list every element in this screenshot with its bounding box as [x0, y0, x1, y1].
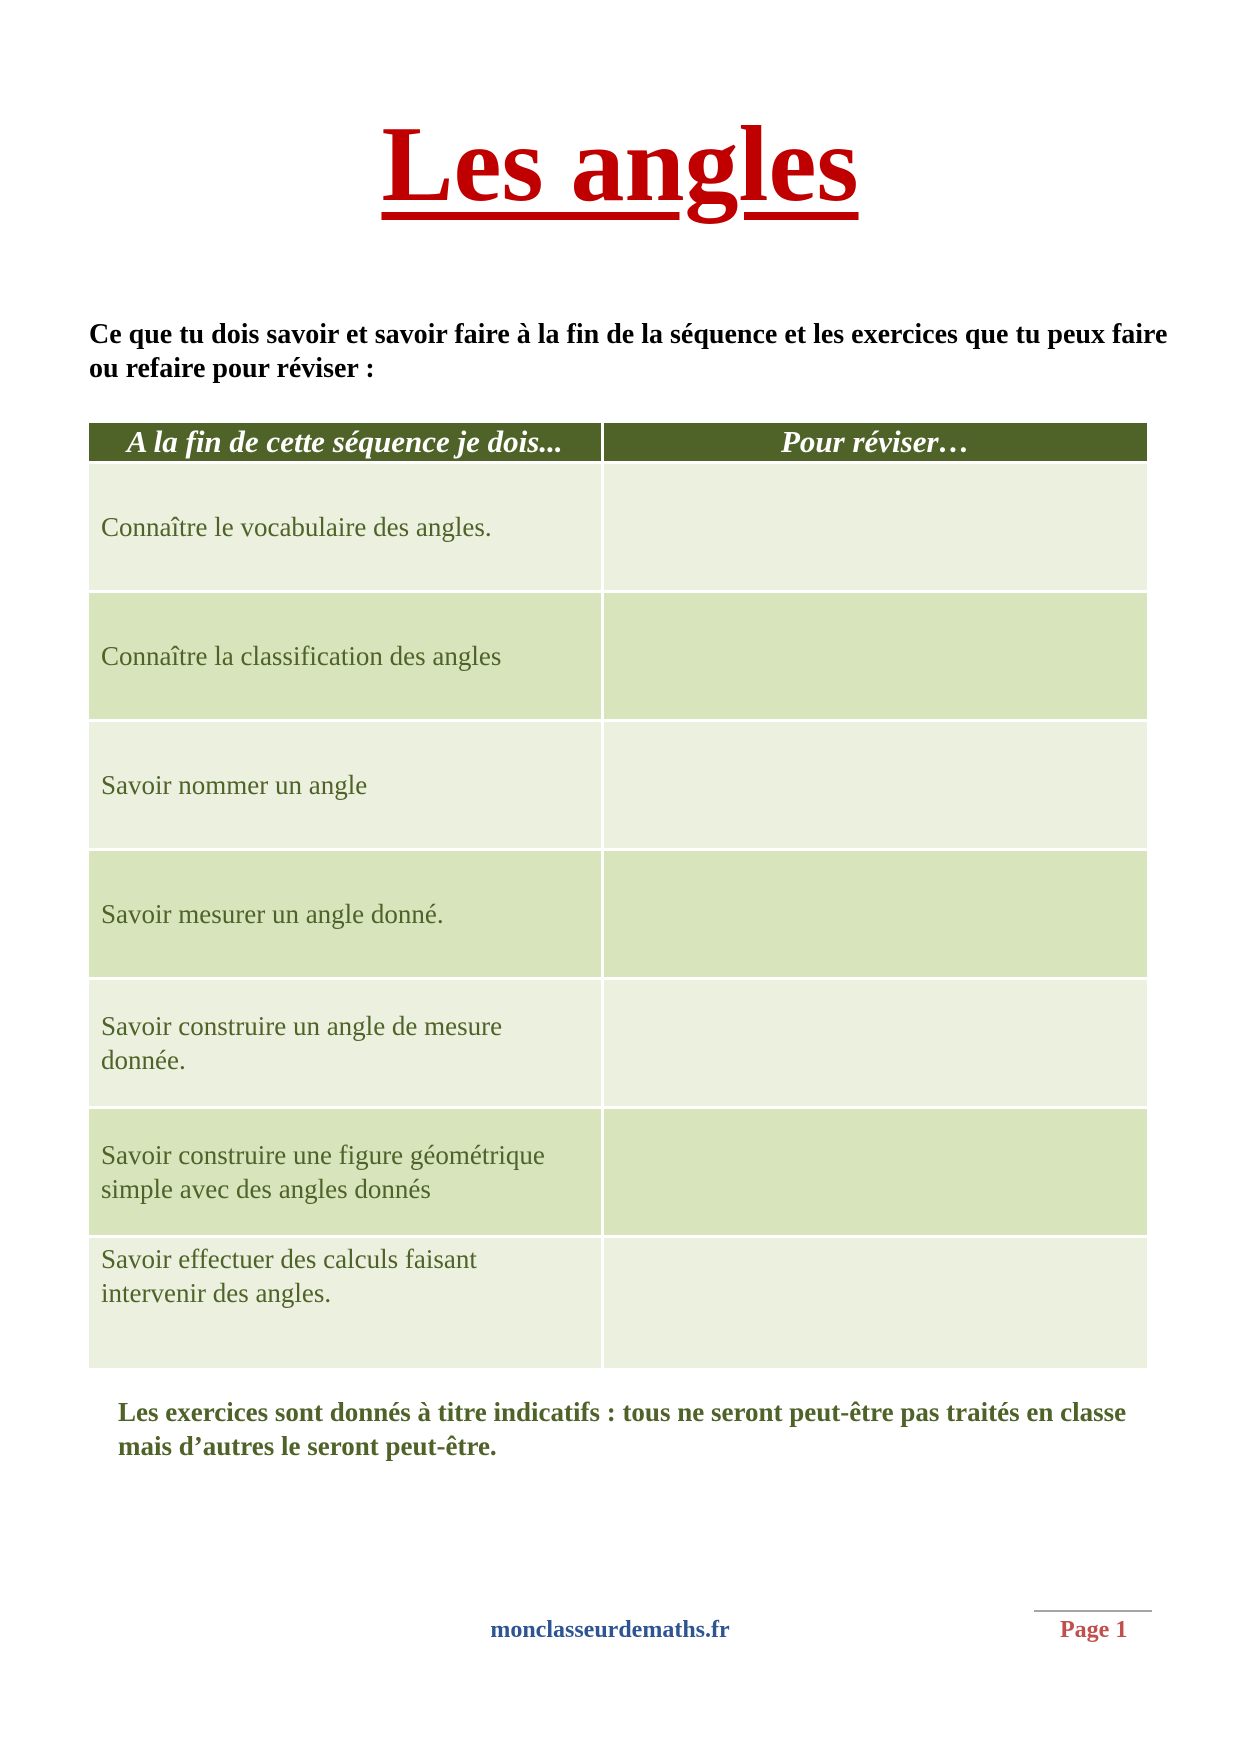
table-row	[89, 850, 1147, 979]
footer-page-number: Page 1	[1060, 1617, 1128, 1643]
review-cell	[602, 721, 1147, 850]
exercises-note: Les exercices sont donnés à titre indicatifs : tous ne seront peut-être pas traités en classe mais d’autres le seront peut-être.	[118, 1397, 1127, 1461]
table-row	[89, 592, 1147, 721]
goal-cell: Connaître le vocabulaire des angles.	[89, 463, 602, 592]
review-cell	[602, 592, 1147, 721]
footer-divider	[1034, 1610, 1152, 1612]
table-row	[89, 1237, 1147, 1370]
table-row	[89, 463, 1147, 592]
table-row	[89, 721, 1147, 850]
goal-cell: Savoir effectuer des calculs faisant intervenir des angles.	[89, 1237, 602, 1370]
page-title	[0, 100, 1240, 230]
footer-site-link[interactable]: monclasseurdemaths.fr	[490, 1617, 730, 1643]
intro-paragraph: Ce que tu dois savoir et savoir faire à la fin de la séquence et les exercices que tu peux faire ou refaire pour réviser :	[89, 319, 1168, 384]
goal-cell: Savoir construire une figure géométrique simple avec des angles donnés	[89, 1108, 602, 1237]
table-row	[89, 1108, 1147, 1237]
page-title-text: Les angles	[381, 105, 859, 224]
goal-cell: Savoir nommer un angle	[89, 721, 602, 850]
review-cell	[602, 463, 1147, 592]
review-cell	[602, 1108, 1147, 1237]
review-cell	[602, 850, 1147, 979]
table-header-row	[89, 423, 1147, 463]
objectives-table	[89, 423, 1147, 1371]
review-cell	[602, 1237, 1147, 1370]
goal-cell: Savoir mesurer un angle donné.	[89, 850, 602, 979]
header-goals: A la fin de cette séquence je dois...	[89, 423, 602, 463]
table-row	[89, 979, 1147, 1108]
goal-cell: Savoir construire un angle de mesure donnée.	[89, 979, 602, 1108]
header-review: Pour réviser…	[602, 423, 1147, 463]
goal-cell: Connaître la classification des angles	[89, 592, 602, 721]
review-cell	[602, 979, 1147, 1108]
